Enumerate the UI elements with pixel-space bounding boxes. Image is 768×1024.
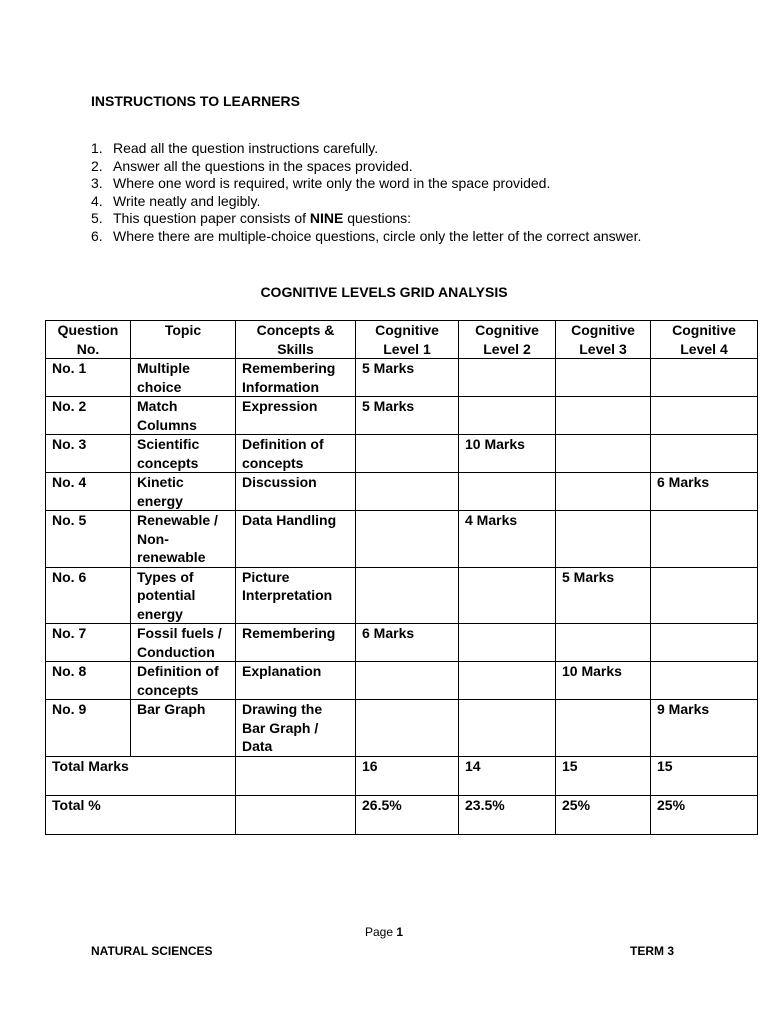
- table-row: [46, 700, 758, 757]
- instruction-item: [91, 228, 671, 246]
- level-1-cell: [356, 567, 459, 624]
- level-3-cell: [556, 359, 651, 397]
- total-percent-level-2: 23.5%: [459, 795, 556, 834]
- instruction-text: This question paper consists of: [113, 210, 310, 227]
- table-row: [46, 624, 758, 662]
- question-cell: No. 7: [46, 624, 131, 662]
- topic-cell: Match Columns: [131, 397, 236, 435]
- level-1-cell: [356, 435, 459, 473]
- question-cell: No. 9: [46, 700, 131, 757]
- concept-cell: Explanation: [236, 662, 356, 700]
- level-2-cell: [459, 359, 556, 397]
- table-row: [46, 511, 758, 568]
- question-cell: No. 4: [46, 473, 131, 511]
- instruction-number: 6.: [91, 227, 103, 244]
- level-1-cell: 5 Marks: [356, 359, 459, 397]
- level-3-cell: [556, 700, 651, 757]
- instruction-item: [91, 175, 671, 193]
- topic-cell: Fossil fuels / Conduction: [131, 624, 236, 662]
- topic-cell: Scientific concepts: [131, 435, 236, 473]
- total-marks-level-1: 16: [356, 756, 459, 795]
- level-4-cell: 9 Marks: [651, 700, 758, 757]
- question-cell: No. 1: [46, 359, 131, 397]
- column-header-level-2: Cognitive Level 2: [459, 321, 556, 359]
- level-2-cell: [459, 700, 556, 757]
- level-3-cell: [556, 511, 651, 568]
- instruction-item: [91, 210, 671, 228]
- table-header-row: [46, 321, 758, 359]
- level-2-cell: [459, 624, 556, 662]
- level-2-cell: 4 Marks: [459, 511, 556, 568]
- instruction-number: 4.: [91, 192, 103, 209]
- instruction-text: Write neatly and legibly.: [113, 192, 261, 209]
- column-header-level-4: Cognitive Level 4: [651, 321, 758, 359]
- column-header-concepts: Concepts & Skills: [236, 321, 356, 359]
- footer-term: TERM 3: [630, 944, 675, 958]
- concept-cell: Remembering: [236, 624, 356, 662]
- level-1-cell: 5 Marks: [356, 397, 459, 435]
- level-3-cell: [556, 473, 651, 511]
- level-2-cell: [459, 473, 556, 511]
- level-3-cell: 10 Marks: [556, 662, 651, 700]
- level-4-cell: [651, 567, 758, 624]
- topic-cell: Renewable / Non-renewable: [131, 511, 236, 568]
- total-percent-level-1: 26.5%: [356, 795, 459, 834]
- topic-cell: Definition of concepts: [131, 662, 236, 700]
- table-row: [46, 662, 758, 700]
- instruction-item: [91, 158, 671, 176]
- instruction-emphasis: NINE: [309, 210, 344, 227]
- total-percent-level-3: 25%: [556, 795, 651, 834]
- instruction-number: 2.: [91, 157, 103, 174]
- level-4-cell: 6 Marks: [651, 473, 758, 511]
- instruction-text: Where there are multiple-choice questions, circle only the letter of the correct answer.: [113, 227, 642, 244]
- level-1-cell: [356, 473, 459, 511]
- total-marks-row: [46, 756, 758, 795]
- instruction-number: 3.: [91, 175, 103, 192]
- level-4-cell: [651, 359, 758, 397]
- total-percent-label: Total %: [46, 795, 236, 834]
- level-3-cell: 5 Marks: [556, 567, 651, 624]
- level-2-cell: 10 Marks: [459, 435, 556, 473]
- concept-cell: Definition of concepts: [236, 435, 356, 473]
- instruction-number: 5.: [91, 210, 103, 227]
- table-row: [46, 473, 758, 511]
- total-marks-empty-cell: [236, 756, 356, 795]
- concept-cell: Discussion: [236, 473, 356, 511]
- question-cell: No. 5: [46, 511, 131, 568]
- column-header-topic: Topic: [131, 321, 236, 359]
- instruction-number: 1.: [91, 140, 103, 156]
- level-2-cell: [459, 397, 556, 435]
- topic-cell: Bar Graph: [131, 700, 236, 757]
- column-header-question: Question No.: [46, 321, 131, 359]
- level-3-cell: [556, 624, 651, 662]
- topic-cell: Multiple choice: [131, 359, 236, 397]
- level-3-cell: [556, 397, 651, 435]
- cognitive-levels-table: [45, 320, 758, 835]
- question-cell: No. 8: [46, 662, 131, 700]
- level-4-cell: [651, 624, 758, 662]
- instruction-text: Where one word is required, write only the word in the space provided.: [113, 175, 551, 192]
- level-4-cell: [651, 511, 758, 568]
- instruction-text: questions:: [343, 210, 412, 227]
- table-row: [46, 435, 758, 473]
- page-number-value: 1: [396, 925, 404, 939]
- concept-cell: Drawing the Bar Graph / Data: [236, 700, 356, 757]
- question-cell: No. 3: [46, 435, 131, 473]
- instructions-list: [91, 140, 671, 246]
- level-4-cell: [651, 397, 758, 435]
- grid-title: COGNITIVE LEVELS GRID ANALYSIS: [260, 284, 508, 300]
- concept-cell: Expression: [236, 397, 356, 435]
- instruction-item: [91, 193, 671, 211]
- table-row: [46, 567, 758, 624]
- table-row: [46, 397, 758, 435]
- column-header-level-1: Cognitive Level 1: [356, 321, 459, 359]
- total-percent-empty-cell: [236, 795, 356, 834]
- concept-cell: Data Handling: [236, 511, 356, 568]
- instruction-text: Read all the question instructions carefully.: [113, 140, 379, 156]
- instructions-title: INSTRUCTIONS TO LEARNERS: [91, 93, 300, 109]
- question-cell: No. 6: [46, 567, 131, 624]
- column-header-level-3: Cognitive Level 3: [556, 321, 651, 359]
- total-marks-label: Total Marks: [46, 756, 236, 795]
- total-percent-level-4: 25%: [651, 795, 758, 834]
- page-number: [0, 925, 768, 939]
- question-cell: No. 2: [46, 397, 131, 435]
- total-marks-level-4: 15: [651, 756, 758, 795]
- concept-cell: Remembering Information: [236, 359, 356, 397]
- instruction-item: [91, 140, 671, 158]
- level-1-cell: 6 Marks: [356, 624, 459, 662]
- topic-cell: Kinetic energy: [131, 473, 236, 511]
- level-2-cell: [459, 662, 556, 700]
- level-1-cell: [356, 511, 459, 568]
- concept-cell: Picture Interpretation: [236, 567, 356, 624]
- level-1-cell: [356, 662, 459, 700]
- table-row: [46, 359, 758, 397]
- level-1-cell: [356, 700, 459, 757]
- total-percent-row: [46, 795, 758, 834]
- total-marks-level-3: 15: [556, 756, 651, 795]
- level-2-cell: [459, 567, 556, 624]
- level-4-cell: [651, 435, 758, 473]
- instruction-text: Answer all the questions in the spaces provided.: [113, 157, 413, 174]
- topic-cell: Types of potential energy: [131, 567, 236, 624]
- level-3-cell: [556, 435, 651, 473]
- footer-subject: NATURAL SCIENCES: [91, 944, 213, 958]
- total-marks-level-2: 14: [459, 756, 556, 795]
- level-4-cell: [651, 662, 758, 700]
- page-label: Page: [364, 925, 393, 939]
